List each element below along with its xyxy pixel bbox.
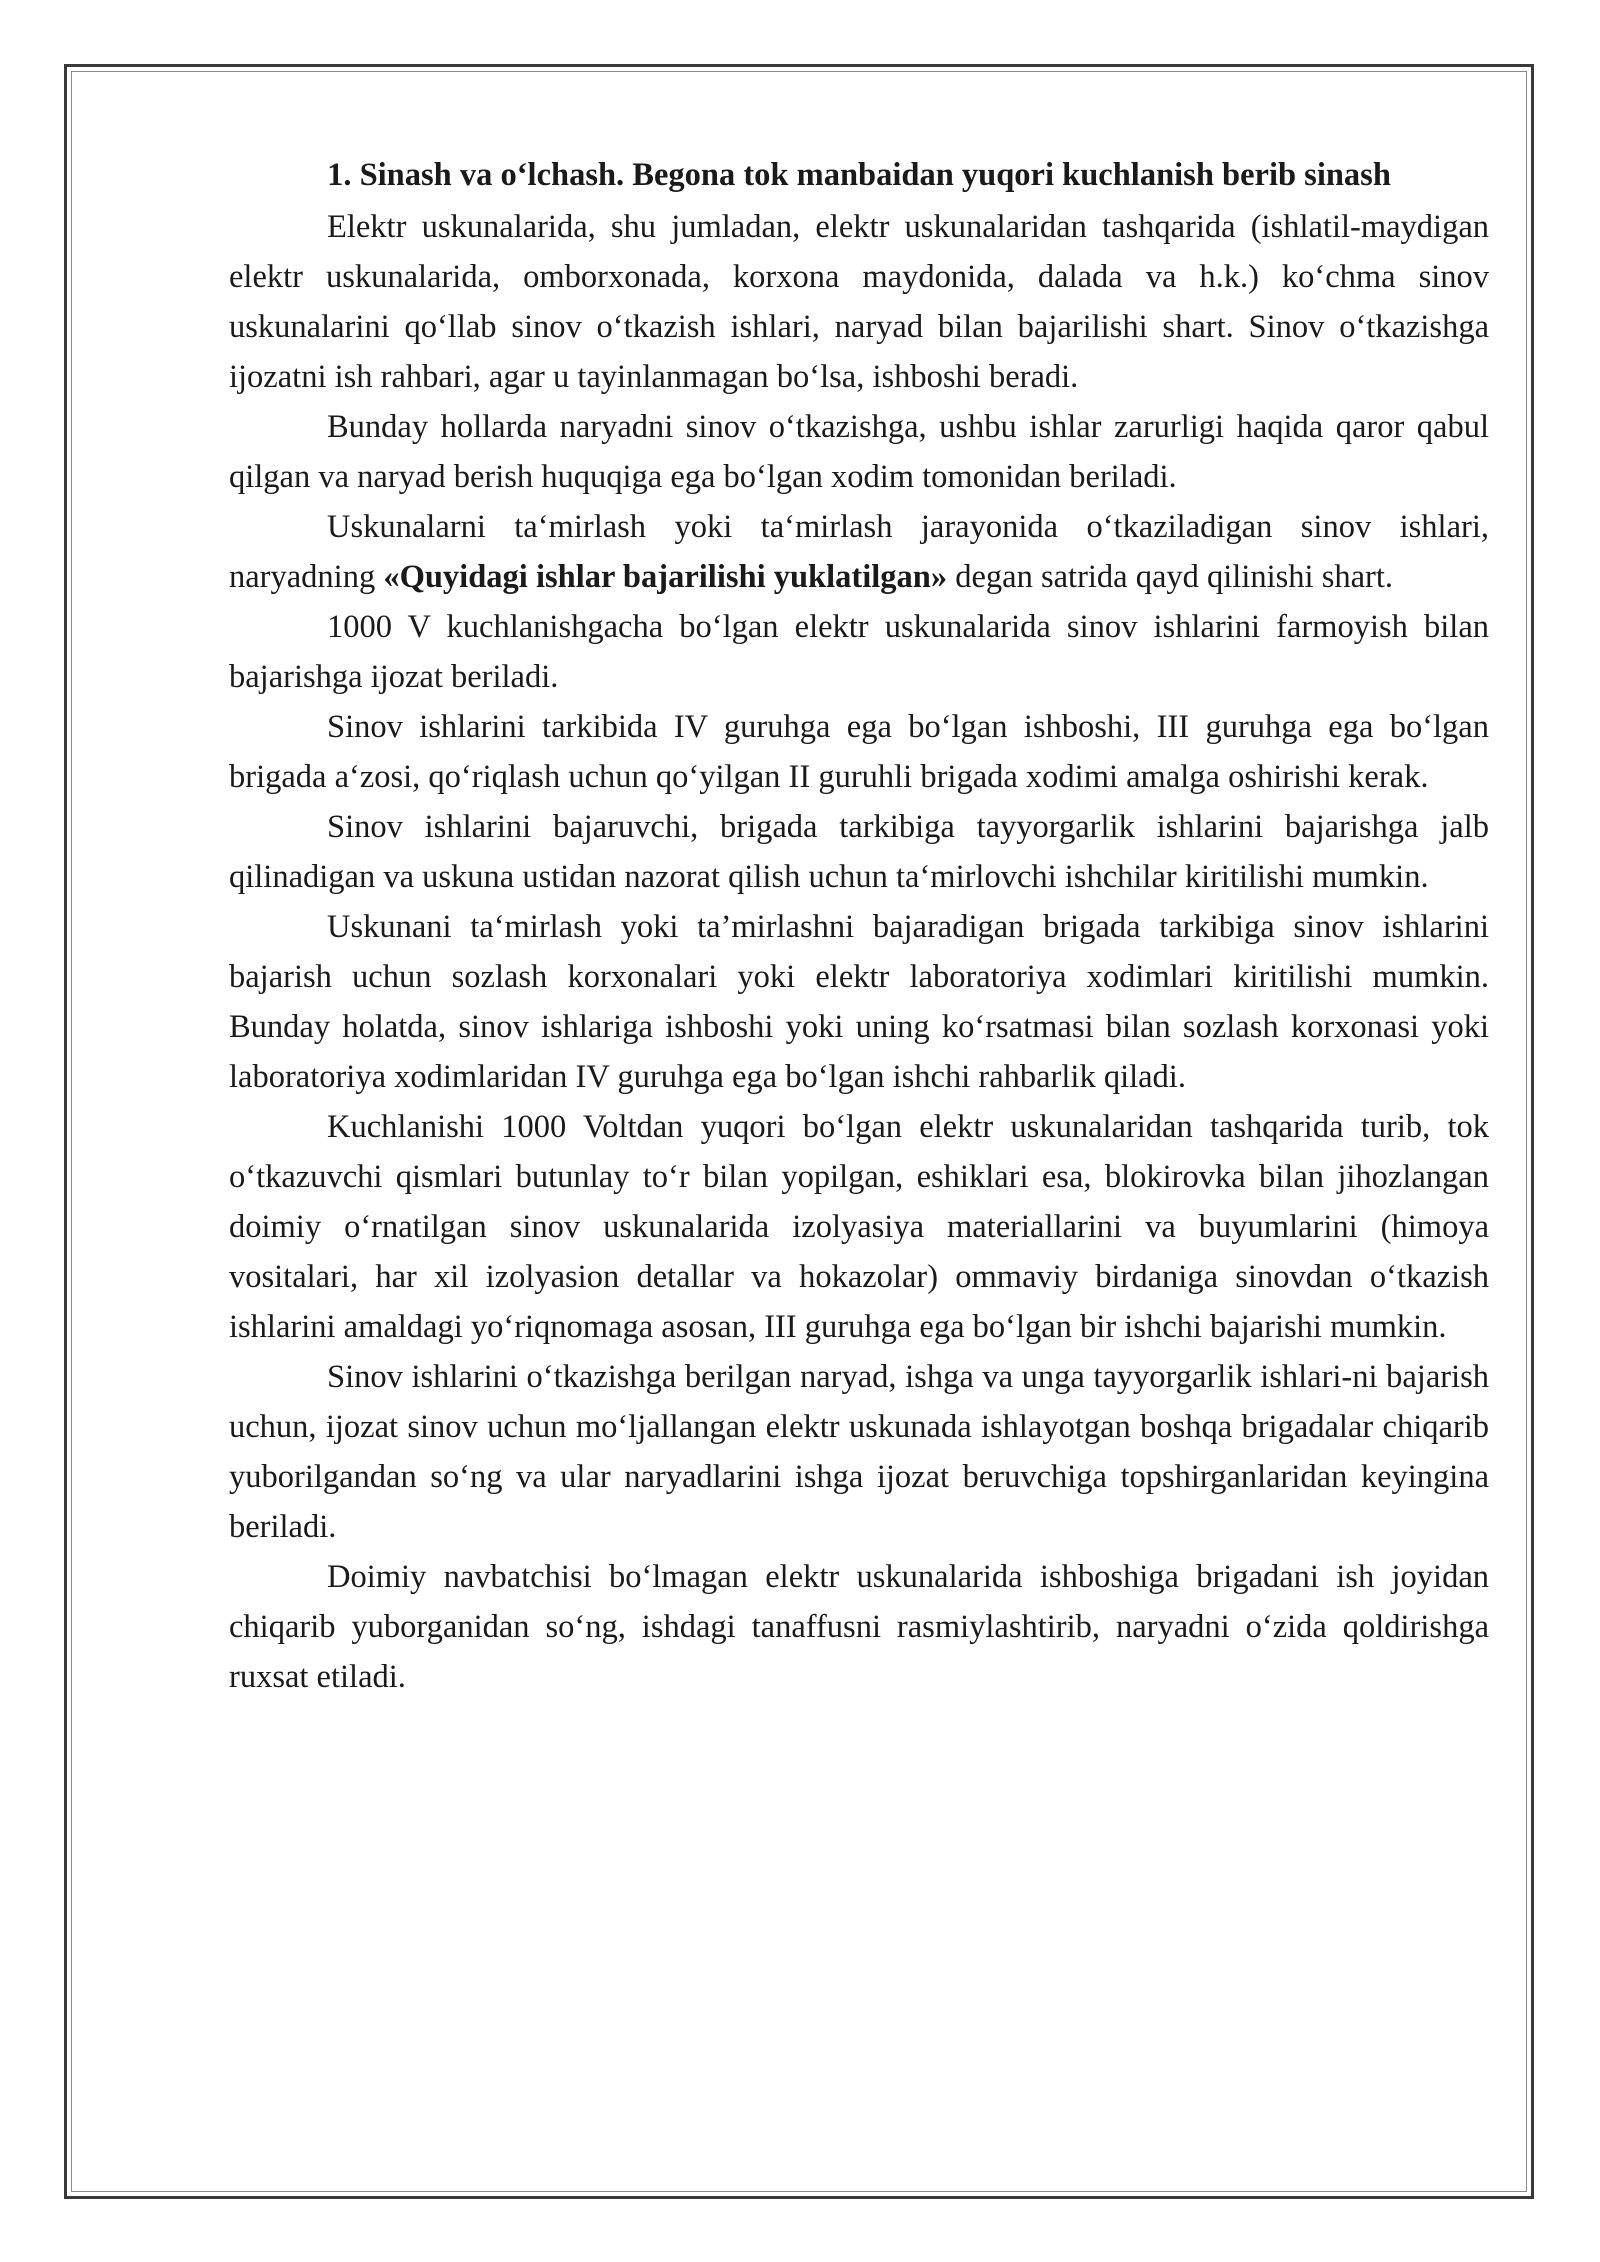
- paragraph-6: Sinov ishlarini bajaruvchi, brigada tarkibiga tayyorgarlik ishlarini bajarishga jalb qilinadigan va uskuna ustidan nazorat qilish uchun ta‘mirlovchi ishchilar kiritilishi mumkin.: [229, 809, 1489, 895]
- paragraph-7: Uskunani ta‘mirlash yoki ta’mirlashni bajaradigan brigada tarkibiga sinov ishlarini bajarish uchun sozlash korxonalari yoki elektr laboratoriya xodimlari kiritilishi mumkin. Bunday holatda, sinov ishlariga ishboshi yoki uning ko‘rsatmasi bilan sozlash korxonasi yoki laboratoriya xodimlaridan IV guruhga ega bo‘lgan ishchi rahbarlik qiladi.: [229, 909, 1489, 1095]
- paragraph-9: Sinov ishlarini o‘tkazishga berilgan naryad, ishga va unga tayyorgarlik ishlari-ni bajarish uchun, ijozat sinov uchun mo‘ljallangan elektr uskunada ishlayotgan boshqa brigadalar chiqarib yuborilgandan so‘ng va ular naryadlarini ishga ijozat beruvchiga topshirganlaridan keyingina beriladi.: [229, 1359, 1489, 1545]
- paragraph-4: 1000 V kuchlanishgacha bo‘lgan elektr uskunalarida sinov ishlarini farmoyish bilan bajarishga ijozat beriladi.: [229, 609, 1489, 695]
- paragraph-1: Elektr uskunalarida, shu jumladan, elektr uskunalaridan tashqarida (ishlatil-maydigan elektr uskunalarida, omborxonada, korxona maydonida, dalada va h.k.) ko‘chma sinov uskunalarini qo‘llab sinov o‘tkazish ishlari, naryad bilan bajarilishi shart. Sinov o‘tkazishga ijozatni ish rahbari, agar u tayinlanmagan bo‘lsa, ishboshi beradi.: [229, 209, 1489, 395]
- paragraph-3-text-after: degan satrida qayd qilinishi shart.: [947, 559, 1394, 595]
- paragraph-10: Doimiy navbatchisi bo‘lmagan elektr uskunalarida ishboshiga brigadani ish joyidan chiqarib yuborganidan so‘ng, ishdagi tanaffusni rasmiylashtirib, naryadni o‘zida qoldirishga ruxsat etiladi.: [229, 1559, 1489, 1695]
- paragraph-3-bold-quote: «Quyidagi ishlar bajarilishi yuklatilgan»: [383, 559, 948, 595]
- section-heading: 1. Sinash va o‘lchash. Begona tok manbaidan yuqori kuchlanish berib sinash: [327, 157, 1391, 193]
- paragraph-8: Kuchlanishi 1000 Voltdan yuqori bo‘lgan elektr uskunalaridan tashqarida turib, tok o‘tkazuvchi qismlari butunlay to‘r bilan yopilgan, eshiklari esa, blokirovka bilan jihozlangan doimiy o‘rnatilgan sinov uskunalarida izolyasiya materiallarini va buyumlarini (himoya vositalari, har xil izolyasion detallar va hokazolar) ommaviy birdaniga sinovdan o‘tkazish ishlarini amaldagi yo‘riqnomaga asosan, III guruhga ega bo‘lgan bir ishchi bajarishi mumkin.: [229, 1109, 1489, 1345]
- paragraph-3: [229, 502, 1489, 602]
- paragraph-5: Sinov ishlarini tarkibida IV guruhga ega bo‘lgan ishboshi, III guruhga ega bo‘lgan brigada a‘zosi, qo‘riqlash uchun qo‘yilgan II guruhli brigada xodimi amalga oshirishi kerak.: [229, 709, 1489, 795]
- paragraph-2: Bunday hollarda naryadni sinov o‘tkazishga, ushbu ishlar zarurligi haqida qaror qabul qilgan va naryad berish huquqiga ega bo‘lgan xodim tomonidan beriladi.: [229, 409, 1489, 495]
- paragraph-3-text-before: Uskunalarni ta‘mirlash yoki ta‘mirlash jarayonida o‘tkaziladigan sinov ishlari, naryadning: [229, 509, 1489, 595]
- document-body: [229, 150, 1489, 1702]
